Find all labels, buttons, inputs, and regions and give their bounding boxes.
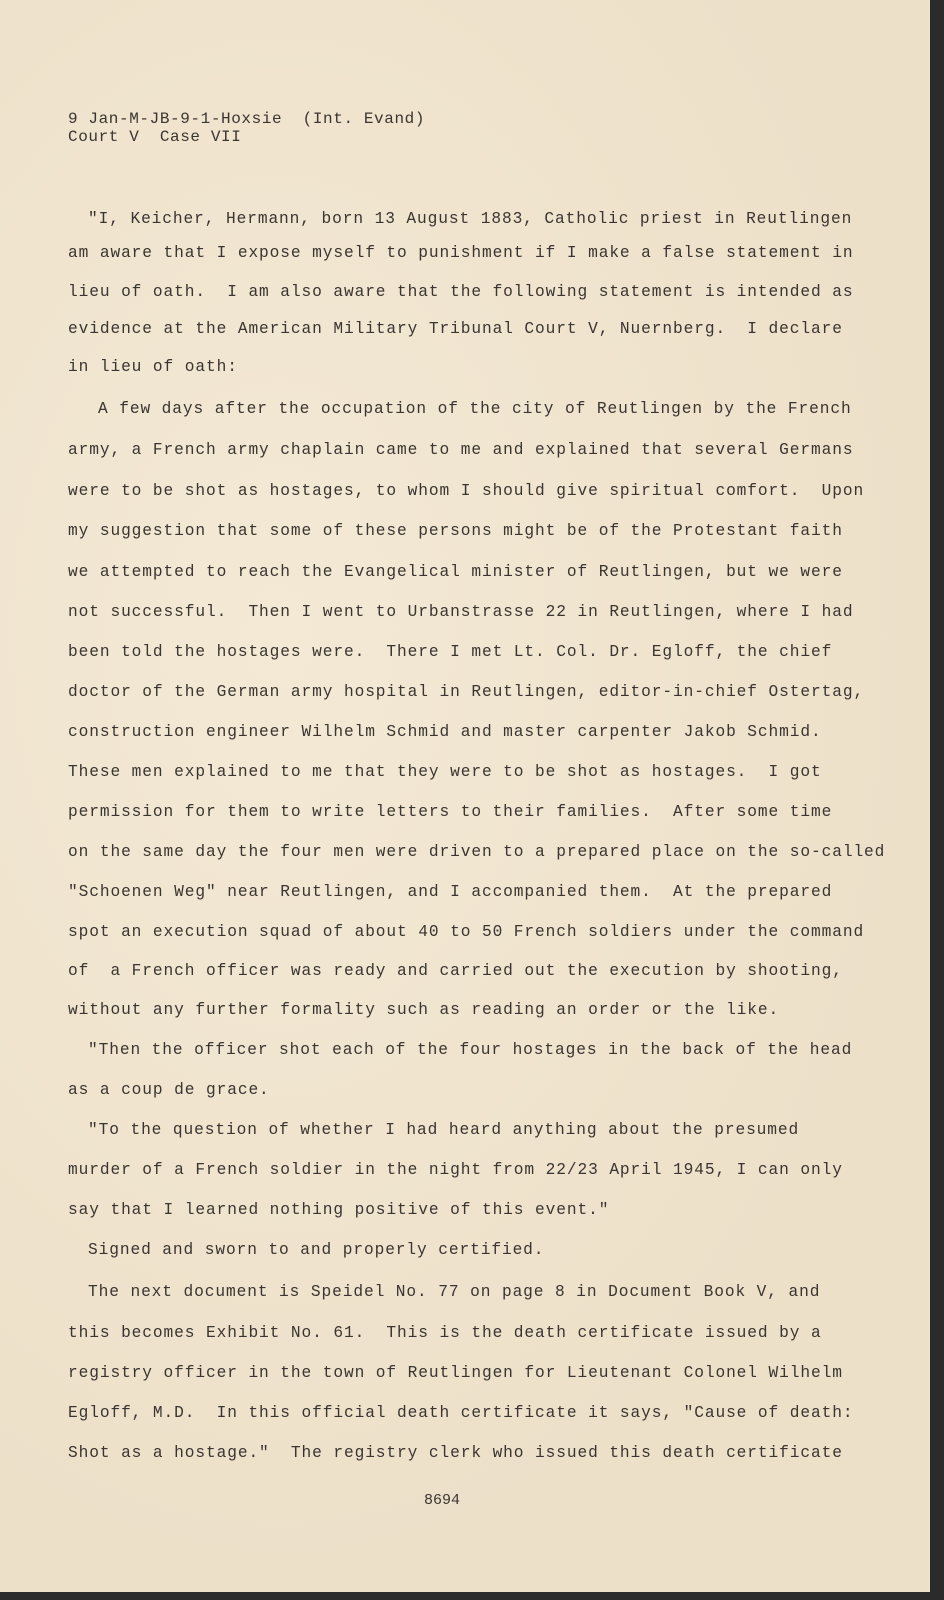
text-line: evidence at the American Military Tribunal Court V, Nuernberg. I declare — [68, 320, 843, 338]
text-line: construction engineer Wilhelm Schmid and master carpenter Jakob Schmid. — [68, 723, 822, 741]
text-line: Shot as a hostage." The registry clerk who issued this death certificate — [68, 1444, 843, 1462]
text-line: murder of a French soldier in the night from 22/23 April 1945, I can only — [68, 1161, 843, 1179]
text-line: A few days after the occupation of the city of Reutlingen by the French — [98, 400, 852, 418]
text-line: we attempted to reach the Evangelical minister of Reutlingen, but we were — [68, 563, 843, 581]
text-line: were to be shot as hostages, to whom I should give spiritual comfort. Upon — [68, 482, 865, 500]
text-line: on the same day the four men were driven to a prepared place on the so-called — [68, 843, 886, 861]
text-line: not successful. Then I went to Urbanstrasse 22 in Reutlingen, where I had — [68, 603, 854, 621]
text-line: "Schoenen Weg" near Reutlingen, and I accompanied them. At the prepared — [68, 883, 833, 901]
text-line: say that I learned nothing positive of this event." — [68, 1201, 610, 1219]
text-line: as a coup de grace. — [68, 1081, 270, 1099]
text-line: without any further formality such as reading an order or the like. — [68, 1001, 780, 1019]
text-line: am aware that I expose myself to punishment if I make a false statement in — [68, 244, 854, 262]
text-line: "Then the officer shot each of the four hostages in the back of the head — [88, 1041, 853, 1059]
text-line: of a French officer was ready and carried out the execution by shooting, — [68, 962, 843, 980]
text-line: spot an execution squad of about 40 to 50 French soldiers under the command — [68, 923, 865, 941]
text-line: registry officer in the town of Reutlingen for Lieutenant Colonel Wilhelm — [68, 1364, 843, 1382]
text-line: Egloff, M.D. In this official death certificate it says, "Cause of death: — [68, 1404, 854, 1422]
text-line: lieu of oath. I am also aware that the following statement is intended as — [68, 283, 854, 301]
text-line: Signed and sworn to and properly certified. — [88, 1241, 545, 1259]
text-line: my suggestion that some of these persons might be of the Protestant faith — [68, 522, 843, 540]
text-line: army, a French army chaplain came to me and explained that several Germans — [68, 441, 854, 459]
text-line: this becomes Exhibit No. 61. This is the death certificate issued by a — [68, 1324, 822, 1342]
text-line: permission for them to write letters to their families. After some time — [68, 803, 833, 821]
text-line: These men explained to me that they were to be shot as hostages. I got — [68, 763, 822, 781]
page-number: 8694 — [424, 1492, 461, 1509]
text-line: in lieu of oath: — [68, 358, 238, 376]
header-line-1: 9 Jan-M-JB-9-1-Hoxsie (Int. Evand) — [68, 110, 426, 128]
text-line: been told the hostages were. There I met Lt. Col. Dr. Egloff, the chief — [68, 643, 833, 661]
text-line: The next document is Speidel No. 77 on page 8 in Document Book V, and — [88, 1283, 821, 1301]
text-line: "I, Keicher, Hermann, born 13 August 1883, Catholic priest in Reutlingen — [88, 210, 853, 228]
text-line: "To the question of whether I had heard anything about the presumed — [88, 1121, 800, 1139]
text-line: doctor of the German army hospital in Reutlingen, editor-in-chief Ostertag, — [68, 683, 865, 701]
header-line-2: Court V Case VII — [68, 128, 242, 146]
